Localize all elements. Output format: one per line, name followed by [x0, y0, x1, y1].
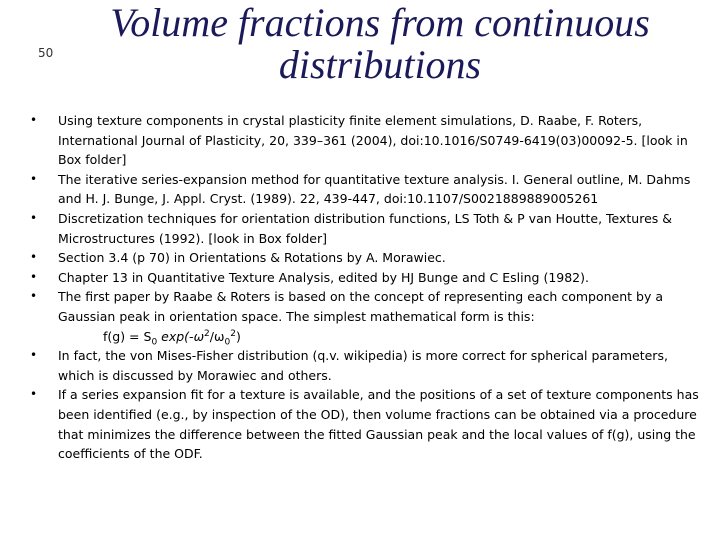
bullet-text: If a series expansion fit for a texture is available, and the positions of a set of texture components has been identified (e.g., by inspection of the OD), then volume fractions can be obtained via a procedure that minimizes the difference between the fitted Gaussian peak and the local values of f(g), using the coefficients of the ODF.: [58, 387, 699, 462]
bullet-icon: •: [30, 171, 38, 186]
bullet-text: Using texture components in crystal plasticity finite element simulations, D. Raabe, F. Roters, International Journal of Plasticity, 20, 339–361 (2004), doi:10.1016/S0749-6419(03)00092-5. [look in Box folder]: [58, 113, 688, 168]
bullet-icon: •: [30, 348, 38, 363]
bullet-icon: •: [30, 269, 38, 284]
bullet-icon: •: [30, 113, 38, 127]
list-item: [22, 385, 702, 463]
bullet-text: The first paper by Raabe & Roters is based on the concept of representing each component by a Gaussian peak in orientation space. The simplest mathematical form is this:: [58, 289, 663, 324]
list-item: [22, 209, 702, 248]
list-item: [22, 346, 702, 385]
slide-title: [60, 2, 700, 86]
list-item: [22, 268, 702, 288]
bullet-icon: •: [30, 250, 38, 265]
list-item: [22, 111, 702, 170]
slide-title-line-1: Volume fractions from continuous: [110, 0, 650, 45]
bullet-text: Discretization techniques for orientation distribution functions, LS Toth & P van Houtte, Textures & Microstructures (1992). [look in Box folder]: [58, 210, 673, 246]
formula-sup-2: 2: [204, 328, 210, 339]
reference-list: [22, 111, 702, 464]
bullet-text: In fact, the von Mises-Fisher distribution (q.v. wikipedia) is more correct for spherical parameters, which is discussed by Morawiec and others.: [58, 348, 668, 383]
list-item: [22, 170, 702, 209]
formula-sup-2-b: 2: [230, 328, 236, 339]
slide-number: 50: [38, 46, 54, 60]
formula-exp: exp(-ω: [157, 328, 205, 344]
formula-sub-0: 0: [151, 337, 158, 348]
bullet-text: Section 3.4 (p 70) in Orientations & Rotations by A. Morawiec.: [58, 250, 446, 266]
bullet-icon: •: [30, 387, 38, 402]
slide-title-line-2: distributions: [278, 42, 482, 87]
formula-lhs: f(g) = S: [103, 328, 152, 344]
gaussian-formula: [58, 327, 702, 347]
formula-close: ): [235, 328, 241, 344]
list-item: [22, 287, 702, 346]
bullet-icon: •: [30, 289, 38, 304]
list-item: [22, 248, 702, 268]
bullet-icon: •: [30, 210, 38, 225]
formula-sub-0-b: 0: [224, 337, 231, 348]
formula-slash: /ω: [209, 328, 225, 344]
bullet-text: Chapter 13 in Quantitative Texture Analysis, edited by HJ Bunge and C Esling (1982).: [58, 269, 589, 285]
bullet-text: The iterative series-expansion method for quantitative texture analysis. I. General outline, M. Dahms and H. J. Bunge, J. Appl. Cryst. (1989). 22, 439-447, doi:10.1107/S0021889889005261: [58, 171, 691, 207]
